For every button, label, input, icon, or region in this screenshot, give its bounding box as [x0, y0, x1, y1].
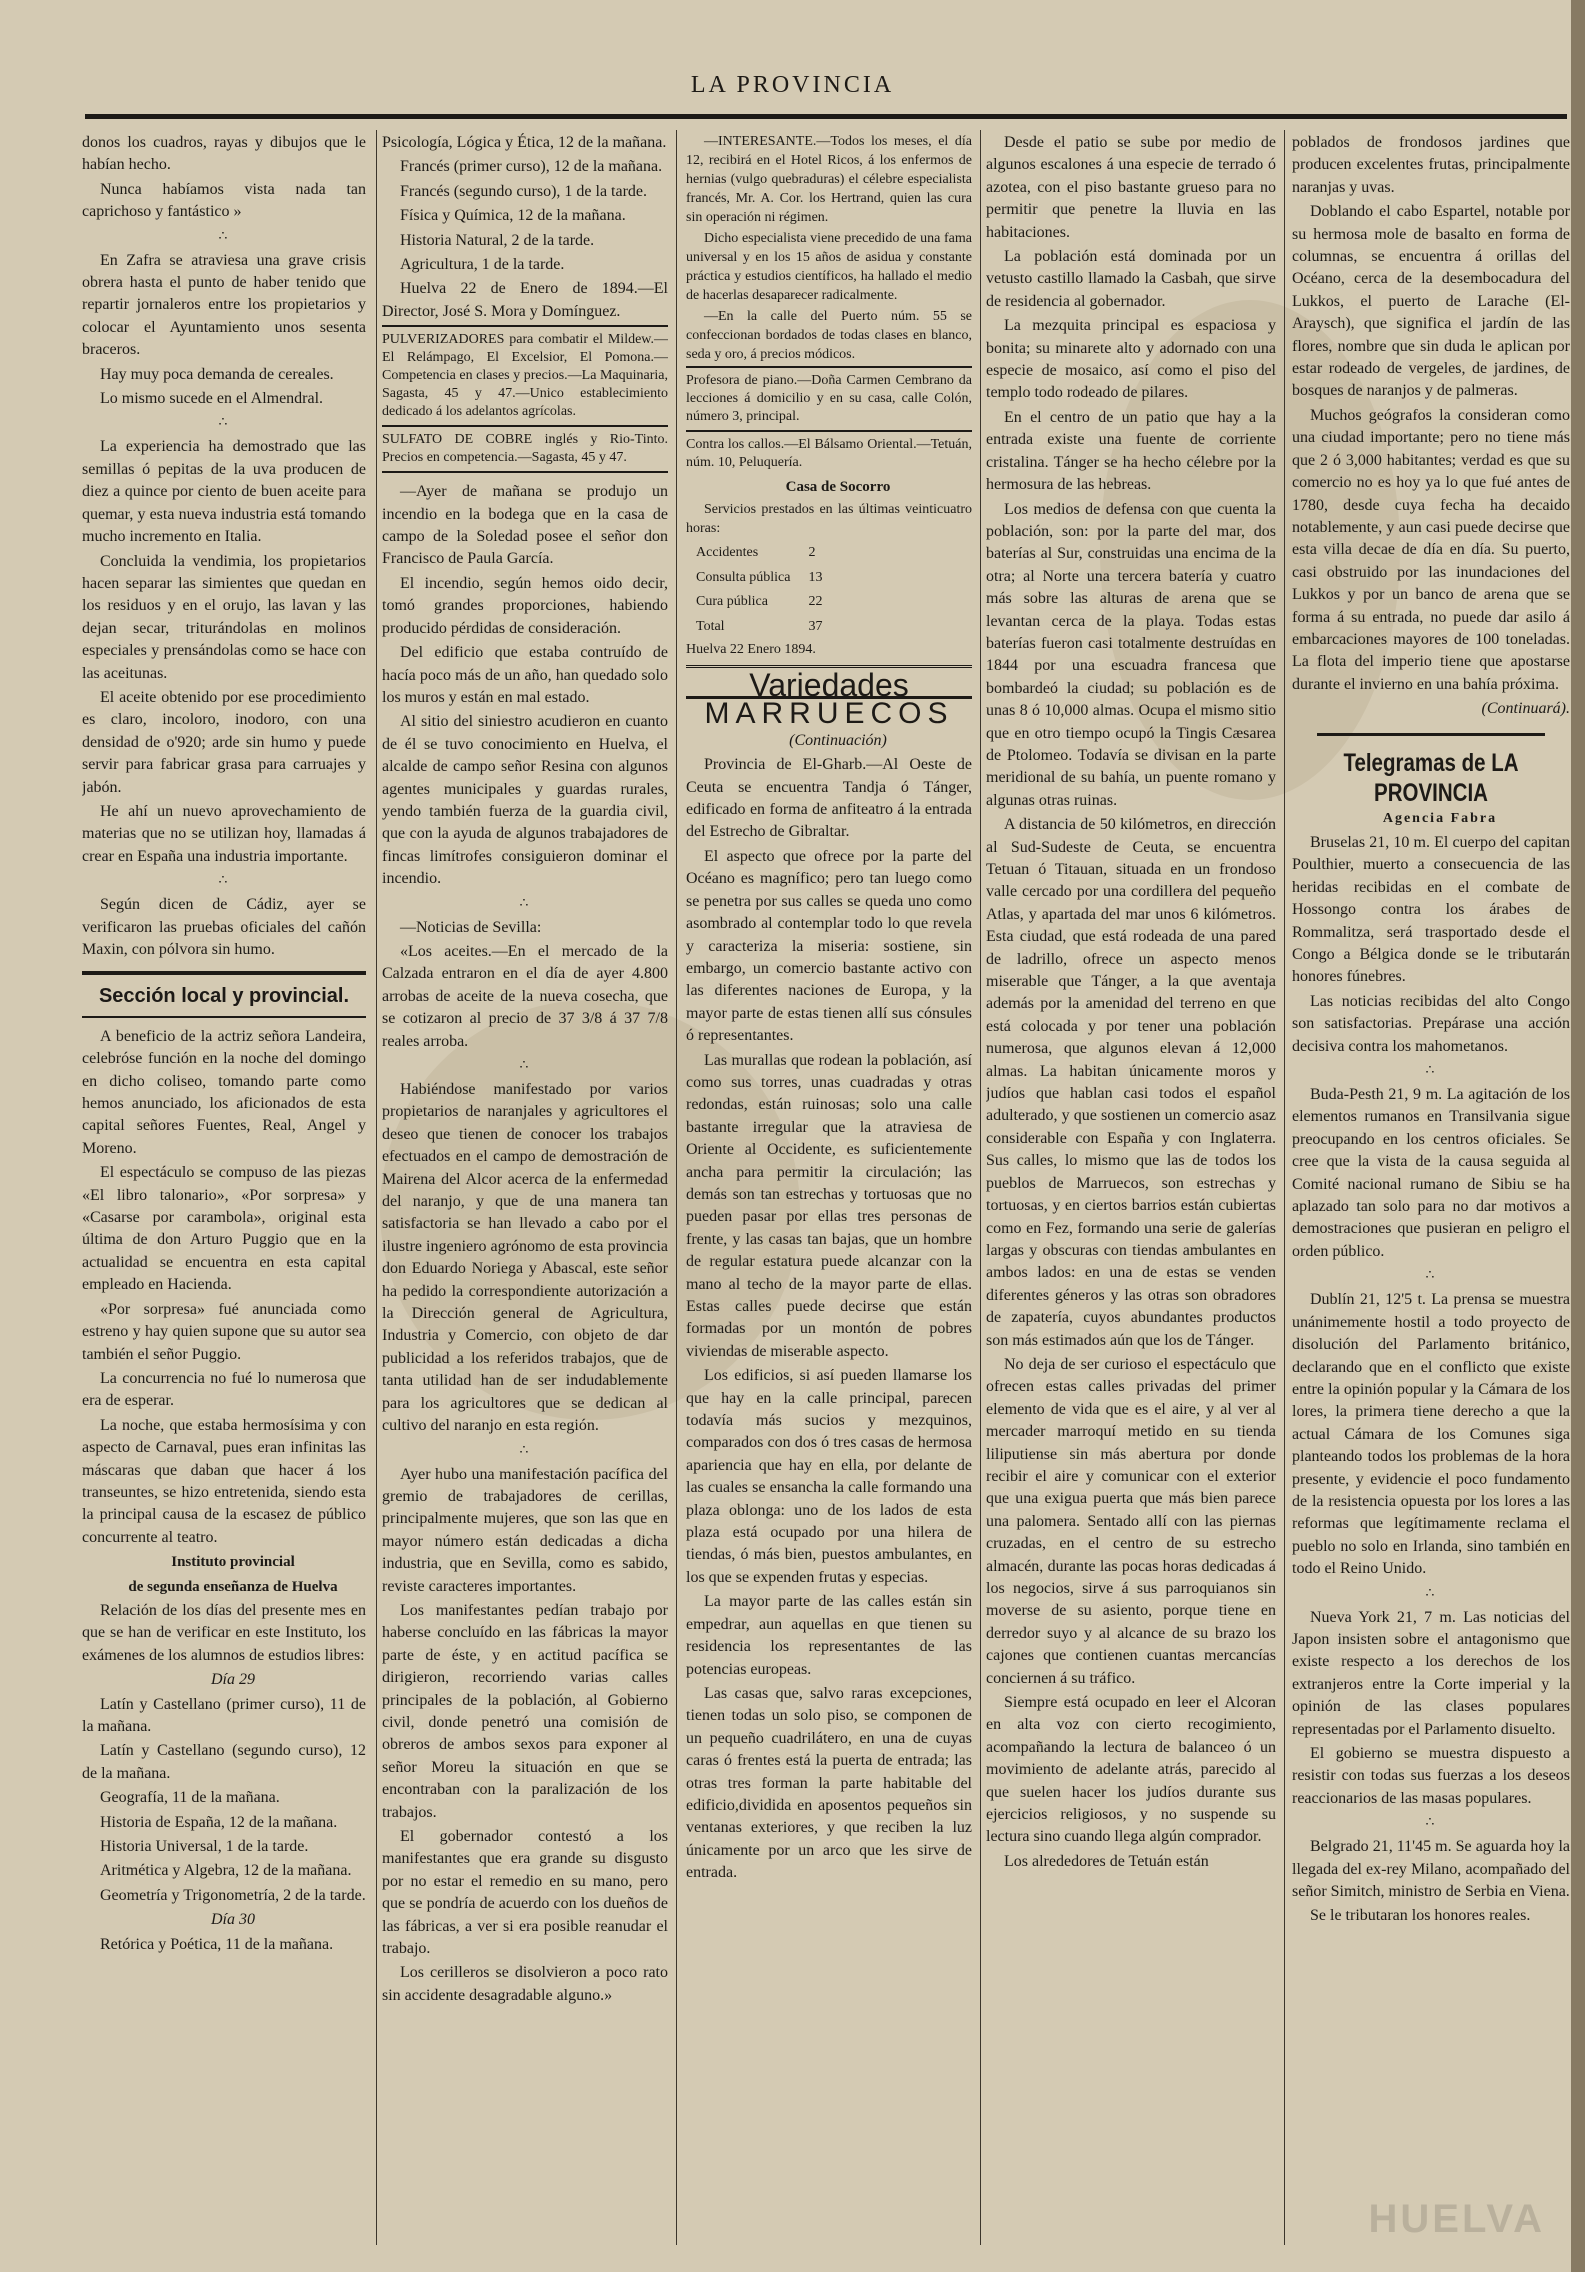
column-rule — [1284, 130, 1285, 2245]
day-heading: Día 30 — [211, 1911, 255, 1929]
paragraph: El aspecto que ofrece por la parte del Océano es magnífico; pero tan luego como se penetra por sus calles se queda uno como asombrado al contemplar todo lo que revela y caracteriza la miseria: sostiene, sin embargo, un comercio bastante activo con las diferentes naciones de Europa, y la mayor parte de estas tienen allí sus cónsules ó representantes. — [686, 847, 972, 1045]
paragraph: La concurrencia no fué lo numerosa que era de esperar. — [82, 1369, 366, 1410]
ad-text: Profesora de piano.—Doña Carmen Cembrano da lecciones á domicilio y en su casa, calle Colón, número 3, principal. — [686, 373, 972, 424]
row-label: Accidentes — [696, 545, 759, 561]
page-edge — [1571, 0, 1585, 2272]
paragraph: Siempre está ocupado en leer el Alcoran en alta voz con cierto recogimiento, acompañando la lectura de balanceo ó un movimiento de adelante atrás, parecido al que suelen hacer los judíos durante sus ejercicios religiosos, y no suspende su lectura sino cuando llega algún comprador. — [986, 1694, 1276, 1846]
row-value: 2 — [808, 545, 816, 561]
advertisement — [686, 430, 972, 476]
row-value: 13 — [808, 569, 823, 585]
column-5 — [1292, 132, 1570, 2242]
separator-stars: ∴ — [1425, 1268, 1437, 1284]
paragraph: La experiencia ha demostrado que las semillas ó pepitas de la uva producen de diez a quince por ciento de buen aceite para quemar, y esta nueva industria está tomando mucho incremento en Italia. — [82, 438, 366, 546]
subheading: Instituto provincial — [171, 1554, 295, 1571]
paragraph: La población está dominada por un vetusto castillo llamado la Casbah, que sirve de residencia al gobernador. — [986, 248, 1276, 310]
paragraph: Las murallas que rodean la población, así como sus torres, unas cuadradas y otras redondas, están ruinosas; solo una calle bastante irregular que la atraviesa de Oriente al Occidente, es suficientemente ancha para permitir la circulación; las demás son tan estrechas y tortuosas que no pueden pasar por ellas tres personas de frente, y las casas tan bajas, que un hombre de regular estatura puede alcanzar con la mano al techo de la mayor parte de ellas. Estas calles puede decirse que están formadas por un montón de pobres viviendas de miserable aspecto. — [686, 1051, 972, 1360]
paragraph: Lo mismo sucede en el Almendral. — [100, 390, 324, 408]
advertisement — [686, 366, 972, 430]
column-rule — [676, 130, 677, 2245]
paragraph: No deja de ser curioso el espectáculo que ofrecen estas calles privadas del primer elemento de vida que es el aire, y al ver al mercader marroquí metido en su tienda liliputiense sin más abertura por donde recibir el aire y comunicar con el exterior que una exigua puerta que más bien parece una palomera. Sentado allí con las piernas cruzadas, en el centro de su estrecho almacén, durante las pocas horas dedicadas á los negocios, sirve á sus parroquianos sin moverse de su asiento, porque tiene en derredor suyo y al alcance de su brazo los cajones que contienen cuantas mercancías conciernen á su tráfico. — [986, 1355, 1276, 1687]
casa-socorro-heading: Casa de Socorro — [785, 479, 891, 495]
separator-stars: ∴ — [218, 873, 230, 889]
paragraph: Hay muy poca demanda de cereales. — [100, 365, 334, 383]
row-value: 22 — [808, 594, 823, 610]
paragraph: La mayor parte de las calles están sin empedrar, aun aquellas en que tienen su residencia los representantes de las potencias europeas. — [686, 1593, 972, 1678]
separator-stars: ∴ — [1425, 1063, 1437, 1079]
notice: —INTERESANTE.—Todos los meses, el día 12, recibirá en el Hotel Ricos, á los enfermos de hernias (vulgo quebraduras) el célebre especialista francés, Mr. A. Cor. los Hertrand, quien las cura sin operación ni régimen. — [686, 134, 972, 225]
telegram: Buda-Pesth 21, 9 m. La agitación de los elementos rumanos en Transilvania sigue preocupando en los centros oficiales. Se cree que la vista de la causa seguida al Comité nacional rumano de Sibiu se ha aplazado tan solo para no dar motivos a demostraciones que pusieran en peligro el orden público. — [1292, 1086, 1570, 1260]
variedades-heading: Variedades — [686, 665, 972, 696]
advertisement — [382, 325, 668, 425]
table-row — [688, 567, 831, 589]
exam-item: Latín y Castellano (segundo curso), 12 de la mañana. — [82, 1742, 366, 1782]
column-rule — [980, 130, 981, 2245]
paragraph: Los manifestantes pedían trabajo por haberse concluído en las fábricas la mayor parte de éste, y en actitud pacífica se dirigieron, recorriendo varias calles principales de la población, al Gobierno civil, donde penetró una comisión de obreros de ambos sexos para exponer al señor Moreu la situación en que se encontraban con la paralización de los trabajos. — [382, 1601, 668, 1821]
paragraph: En Zafra se atraviesa una grave crisis obrera hasta el punto de haber tenido que repartir jornaleros entre los propietarios y colocar el Ayuntamiento unos sesenta braceros. — [82, 251, 366, 359]
row-label: Cura pública — [696, 594, 768, 610]
telegram: Belgrado 21, 11'45 m. Se aguarda hoy la llegada del ex-rey Milano, acompañado del señor Simitch, ministro de Serbia en Viena. — [1292, 1838, 1570, 1901]
exam-item: Psicología, Lógica y Ética, 12 de la mañana. — [382, 134, 667, 151]
paragraph: Ayer hubo una manifestación pacífica del gremio de trabajadores de cerillas, principalmente mujeres, que son las que en mayor número están dedicadas a dicha industria, que en Sevilla, como es sabido, reviste caracteres importantes. — [382, 1465, 668, 1595]
paragraph: Los medios de defensa con que cuenta la población, son: por la parte del mar, dos baterías al Sur, construidas una encima de la otra; al Norte una tercera batería y cuatro más sobre las alturas de arena que se levantan cerca de la playa. Todas estas baterías fueron casi totalmente destruídas en 1844 por una escuadra francesa que bombardeó la ciudad; su población es de unas 8 ó 10,000 almas. Ocupa el mismo sitio que en otro tiempo ocupó la Tingis Cæsarea de Ptolomeo. Todavía se divisan en la parte meridional de su bahía, un puente romano y algunas otras ruinas. — [986, 500, 1276, 809]
column-rule — [376, 130, 377, 2245]
exam-item: Agricultura, 1 de la tarde. — [400, 256, 565, 274]
agency-name: Agencia Fabra — [1382, 810, 1498, 826]
paragraph: Concluida la vendimia, los propietarios hacen separar las simientes que quedan en los residuos y en el orujo, las lavan y las dejan secar, triturándolas en molinos especiales y prensándolas como se hace con las aceitunas. — [82, 552, 366, 682]
exam-item: Geometría y Trigonometría, 2 de la tarde. — [100, 1886, 366, 1904]
paragraph: donos los cuadros, rayas y dibujos que le habían hecho. — [82, 134, 366, 174]
continuation-note: (Continuación) — [789, 731, 887, 749]
ad-text: PULVERIZADORES para combatir el Mildew.—El Relámpago, El Excelsior, El Pomona.—Competencia en clases y precios.—La Maquinaria, Sagasta, 45 y 47.—Unico establecimiento dedicado á los adelantos agrícolas. — [382, 332, 668, 420]
paragraph: Los cerilleros se disolvieron a poco rato sin accidente desagradable alguno.» — [382, 1964, 668, 2004]
column-2 — [382, 132, 668, 2242]
separator-stars: ∴ — [218, 415, 230, 431]
ad-text: SULFATO DE COBRE inglés y Rio-Tinto. Precios en competencia.—Sagasta, 45 y 47. — [382, 432, 668, 466]
column-3 — [686, 132, 972, 2242]
telegram: Dublín 21, 12'5 t. La prensa se muestra unánimemente hostil a todo proyecto de disolución del Parlamento británico, declarando que en el conflicto que existe entre la opinión popular y la Cámara de los lores, la primera tiene derecho a que la actual Cámara de los Comunes siga planteando todos los problemas de la hora presente, y evidencie el poco fundamento de la resistencia opuesta por los lores a las reformas que legítimamente reclama el pueblo no solo en Irlanda, sino también en todo el Reino Unido. — [1292, 1291, 1570, 1578]
exam-item: Historia Natural, 2 de la tarde. — [400, 231, 595, 249]
paragraph: En el centro de un patio que hay a la entrada existe una fuente de corriente cristalina. Tánger se ha hecho célebre por la hermosura de las hebreas. — [986, 408, 1276, 494]
paragraph: Al sitio del siniestro acudieron en cuanto de él se tuvo conocimiento en Huelva, el alcalde de campo señor Resina con algunos agentes municipales y guardas rurales, yendo también fuerza de la guardia civil, que con la ayuda de algunos trabajadores de fincas limítrofes consiguieron dominar el incendio. — [382, 713, 668, 888]
paragraph: La noche, que estaba hermosísima y con aspecto de Carnaval, pues eran infinitas las máscaras que daban que hacer á los transeuntes, se hizo entretenida, siendo esta la principal causa de la escasez de público concurrente al teatro. — [82, 1416, 366, 1546]
separator-stars: ∴ — [519, 1058, 531, 1073]
separator-stars: ∴ — [1425, 1815, 1437, 1831]
row-value: 37 — [808, 618, 823, 634]
paragraph: «Por sorpresa» fué anunciada como estreno y hay quien supone que su autor sea también el señor Puggio. — [82, 1300, 366, 1363]
exam-item: Historia Universal, 1 de la tarde. — [100, 1838, 309, 1856]
paragraph: Doblando el cabo Espartel, notable por su hermosa mole de basalto en forma de columnas, se encuentra á orillas del Océano, cerca de la desembocadura del Lukkos, el puerto de Larache (El-Araysch), que significa el jardín de las flores, nombre que sin duda le aplican por estar rodeado de vergeles, de jardines, de bosques de naranjos y de palmeras. — [1292, 203, 1570, 400]
column-4 — [986, 132, 1276, 2242]
table-row — [688, 591, 831, 613]
paragraph: Provincia de El-Gharb.—Al Oeste de Ceuta se encuentra Tandja ó Tánger, edificado en forma de anfiteatro á la entrada del Estrecho de Gibraltar. — [686, 756, 972, 841]
paragraph: Las casas que, salvo raras excepciones, tienen todas un solo piso, se componen de un pequeño cuadrilátero, en una de cuyas caras ó frentes está la puerta de entrada; las otras tres forman la parte habitable del edificio,dividida en aposentos pequeños sin ventanas exteriores, y que reciben la luz únicamente por un arco que les sirve de entrada. — [686, 1684, 972, 1882]
separator-stars: ∴ — [218, 228, 230, 244]
exam-item: Física y Química, 12 de la mañana. — [400, 207, 626, 225]
paragraph: Del edificio que estaba contruído de hacía poco más de un año, han quedado solo los muros y están en mal estado. — [382, 644, 668, 706]
header-rule — [85, 114, 1567, 119]
telegram: Bruselas 21, 10 m. El cuerpo del capitan Poulthier, muerto a consecuencia de las heridas recibidas en el combate de Hossongo contra los árabes de Rommalitza, será trasportado desde el Congo a Bélgica donde se le tributarán honores fúnebres. — [1292, 833, 1570, 986]
date-line: Huelva 22 Enero 1894. — [686, 642, 816, 658]
separator-stars: ∴ — [519, 1442, 531, 1458]
masthead: LA PROVINCIA — [690, 72, 895, 98]
telegram: Se le tributaran los honores reales. — [1310, 1907, 1531, 1925]
paragraph: Relación de los días del presente mes en que se han de verificar en este Instituto, los exámenes de los alumnos de estudios libres: — [82, 1601, 366, 1664]
paragraph: Habiéndose manifestado por varios propietarios de naranjales y agricultores el deseo que tienen de conocer los trabajos efectuados en el campo de demostración de Mairena del Alcor acerca de la enfermedad del naranjo, y que de una manera tan satisfactoria se han llevado a cabo por el ilustre ingeniero agrónomo de esta provincia don Eduardo Noriega y Abascal, este señor ha pedido la correspondiente autorización a la Dirección general de Agricultura, Industria y Comercio, con objeto de dar publicidad a los referidos trabajos, que de tanta utilidad han de ser indudablemente para los agricultores que se dedican al cultivo del naranjo en esta región. — [382, 1081, 668, 1435]
row-label: Total — [696, 618, 725, 634]
signature-line: Huelva 22 de Enero de 1894.—El Director, José S. Mora y Domínguez. — [382, 280, 668, 320]
exam-item: Geografía, 11 de la mañana. — [100, 1789, 280, 1807]
paragraph: El incendio, según hemos oido decir, tomó grandes proporciones, habiendo producido pérdidas de consideración. — [382, 574, 668, 637]
telegram: Nueva York 21, 7 m. Las noticias del Japon insisten sobre el antagonismo que existe respecto a los derechos de los extranjeros entre la Corte imperial y la opinión de las clases populares representadas por el Parlamento disuelto. — [1292, 1608, 1570, 1738]
advertisement — [382, 425, 668, 473]
huelva-watermark: HUELVA — [1368, 2197, 1545, 2241]
paragraph: Los edificios, si así pueden llamarse los que hay en la calle principal, parecen todavía más sucios y mezquinos, comparados con dos ó tres casas de hermosa apariencia que hay en ella, por delante de las cuales se ensancha la calle formando una plaza oblonga: uno de los lados de esta plaza está ocupado por una hilera de tiendas, ó más bien, puestos ambulantes, en los que se expenden frutas y especias. — [686, 1367, 972, 1586]
paragraph: poblados de frondosos jardines que producen excelentes frutas, principalmente naranjas y uvas. — [1292, 134, 1570, 196]
notice: —En la calle del Puerto núm. 55 se confeccionan bordados de todas clases en blanco, seda y oro, á precios módicos. — [686, 309, 972, 362]
row-label: Consulta pública — [696, 569, 791, 585]
paragraph: —Ayer de mañana se produjo un incendio en la bodega que en la casa de campo de la Soledad posee el señor don Francisco de Paula García. — [382, 483, 668, 568]
paragraph: Nunca habíamos vista nada tan caprichoso y fantástico » — [82, 180, 366, 221]
exam-item: Latín y Castellano (primer curso), 11 de la mañana. — [82, 1695, 366, 1735]
separator-stars: ∴ — [1425, 1585, 1437, 1601]
paragraph: A distancia de 50 kilómetros, en dirección al Sud-Sudeste de Ceuta, se encuentra Tetuan ó Titauan, situada en un frondoso valle cercado por una cordillera del pequeño Atlas, y apartada del mar unos 6 kilómetros. Esta ciudad, que está rodeada de una pared de ladrillo, ofrece un aspecto menos miserable que Tánger, a la que aventaja además por la amenidad del terreno en que está colocada y por tener una población numerosa, que algunos elevan á 12,000 almas. La habitan únicamente moros y judíos que hablan casi todos el español adulterado, y que sostienen un comercio asaz considerable con España y con Inglaterra. Sus calles, lo mismo que las de todos los pueblos de Marruecos, son estrechas y tortuosas, y en ciertos barrios están cubiertas como en Fez, formando una serie de galerías largas y obscuras con tiendas ambulantes en ambos lados: en una de estas se venden diferentes géneros y las otras son obradores de zapatería, cuyos abundantes productos son más estimados aún que los de Tánger. — [986, 816, 1276, 1349]
paragraph: Los alrededores de Tetuán están — [1004, 1852, 1209, 1870]
exam-item: Francés (primer curso), 12 de la mañana. — [400, 158, 663, 176]
exam-item: Historia de España, 12 de la mañana. — [100, 1813, 338, 1831]
separator-stars: ∴ — [519, 895, 531, 911]
marruecos-heading: MARRUECOS — [686, 696, 972, 729]
exam-item: Retórica y Poética, 11 de la mañana. — [100, 1935, 334, 1953]
paragraph: «Los aceites.—En el mercado de la Calzada entraron en el día de ayer 4.800 arrobas de aceite de la nueva cosecha, que se cotizaron al precio de 37 3/8 á 37 7/8 reales arroba. — [382, 942, 668, 1050]
continuation-note: (Continuará). — [1481, 700, 1570, 718]
telegram: El gobierno se muestra dispuesto a resistir con todas sus fuerzas a los deseos reaccionarios de las masas populares. — [1292, 1745, 1570, 1807]
subheading: de segunda enseñanza de Huelva — [128, 1578, 338, 1595]
exam-item: Francés (segundo curso), 1 de la tarde. — [400, 182, 648, 200]
telegram: Las noticias recibidas del alto Congo son satisfactorias. Prepárase una acción decisiva contra los mahometanos. — [1292, 992, 1570, 1055]
table-row — [688, 542, 831, 564]
ad-text: Contra los callos.—El Bálsamo Oriental.—Tetuán, núm. 10, Peluquería. — [686, 437, 972, 470]
notice: Dicho especialista viene precedido de una fama universal y en los 15 años de asidua y constante práctica y estudios científicos, ha hallado el medio de hacerlas desaparecer radicalmente. — [686, 231, 972, 303]
paragraph: El gobernador contestó a los manifestantes que era grande su disgusto por no estar el remedio en su mano, pero que se pondría de acuerdo con los dueños de las fábricas, a ver si era posible reanudar el trabajo. — [382, 1828, 668, 1958]
paragraph: Desde el patio se sube por medio de algunos escalones á una especie de terrado ó azotea, con el piso bastante grueso para no permitir que penetre la lluvia en las habitaciones. — [986, 134, 1276, 241]
exam-item: Aritmética y Algebra, 12 de la mañana. — [100, 1862, 352, 1880]
paragraph: Muchos geógrafos la consideran como una ciudad importante; pero no tiene más que 2 ó 3,000 habitantes; verdad es que su comercio no es hoy ya lo que fué antes de 1780, desde cuya fecha ha decaido notablemente, y aun casi puede decirse que esta villa decae de día en día. Su puerto, casi obstruido por las inundaciones del Lukkos y por un banco de arena que se forma á su entrada, no puede dar asilo á embarcaciones mayores de 100 toneladas. La flota del imperio tiene que apostarse durante el invierno en una bahía próxima. — [1292, 406, 1570, 693]
paragraph: La mezquita principal es espaciosa y bonita; su minarete alto y adornado con una especie de mosaico, así como el piso del templo todo rodeado de pilares. — [986, 317, 1276, 402]
paragraph: El aceite obtenido por ese procedimiento es claro, incoloro, inodoro, con una densidad de o'920; arde sin humo y puede servir para fabricar grasa para carruajes y jabón. — [82, 688, 366, 796]
paragraph: A beneficio de la actriz señora Landeira, celebróse función en la noche del domingo en dicho coliseo, tomando parte como hemos anunciado, los aficionados de esta capital señores Fuentes, Real, Angel y Moreno. — [82, 1027, 366, 1157]
paragraph: El espectáculo se compuso de las piezas «El libro talonario», «Por sorpresa» y «Casarse por carambola», original esta última de don Arturo Puggio que en la actualidad se encuentra en esta capital empleado en Hacienda. — [82, 1164, 366, 1294]
day-heading: Día 29 — [211, 1671, 255, 1689]
paragraph: Según dicen de Cádiz, ayer se verificaron las pruebas oficiales del cañón Maxin, con pólvora sin humo. — [82, 896, 366, 958]
services-table — [686, 540, 833, 640]
section-heading: Sección local y provincial. — [82, 971, 366, 1017]
paragraph: —Noticias de Sevilla: — [400, 918, 542, 936]
column-1 — [82, 132, 366, 2242]
table-row — [688, 616, 831, 638]
paragraph: He ahí un nuevo aprovechamiento de materias que no se utilizan hoy, llamadas á crear en España una industria importante. — [82, 802, 366, 865]
telegramas-heading: Telegramas de LA PROVINCIA — [1317, 733, 1545, 808]
services-intro: Servicios prestados en las últimas veinticuatro horas: — [686, 502, 972, 537]
